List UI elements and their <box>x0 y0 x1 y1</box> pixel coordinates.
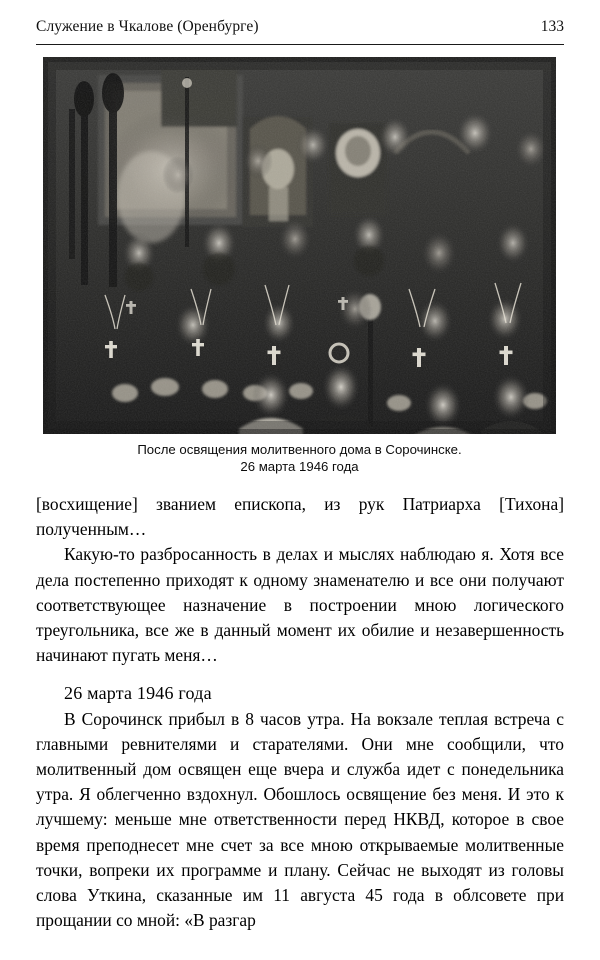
figure-caption-line-1: После освящения молитвенного дома в Сорочинске. <box>137 442 462 457</box>
group-photograph <box>43 57 556 434</box>
figure <box>43 57 556 434</box>
header-rule <box>36 44 564 45</box>
paragraph-scattered-thoughts: Какую-то разбросанность в делах и мыслях наблюдаю я. Хотя все дела постепенно приходят к одному знаменателю и все они получают соответствующее назначение в построении мною логического треугольника, все же в данный момент их обилие и незавершенность начинают пугать меня… <box>36 544 564 666</box>
paragraph-continuation: [восхищение] званием епископа, из рук Патриарха [Тихона] полученным… <box>36 494 564 540</box>
body-text <box>36 492 564 933</box>
paragraph-sorochinsk-arrival: В Сорочинск прибыл в 8 часов утра. На вокзале теплая встреча с главными ревнителями и старателями. Они мне сообщили, что молитвенный дом освящен еще вчера и служба идет с понедельника утра. Я облегченно вздохнул. Обошлось освящение без меня. И это к лучшему: меньше мне ответственности перед НКВД, которое в свое время преподнесет мне счет за все мною открываемые молитвенные точки, вопреки их программе и плану. Сейчас не выходят из головы слова Уткина, сказанные им 11 августа 45 года в облсовете при прощании со мной: «В разгар <box>36 708 564 931</box>
diary-date-heading: 26 марта 1946 года <box>64 683 212 704</box>
figure-caption-line-2: 26 марта 1946 года <box>240 459 359 474</box>
running-head <box>36 18 564 40</box>
running-head-title: Служение в Чкалове (Оренбурге) <box>36 18 259 35</box>
figure-caption <box>43 441 556 475</box>
page-number: 133 <box>540 18 564 35</box>
